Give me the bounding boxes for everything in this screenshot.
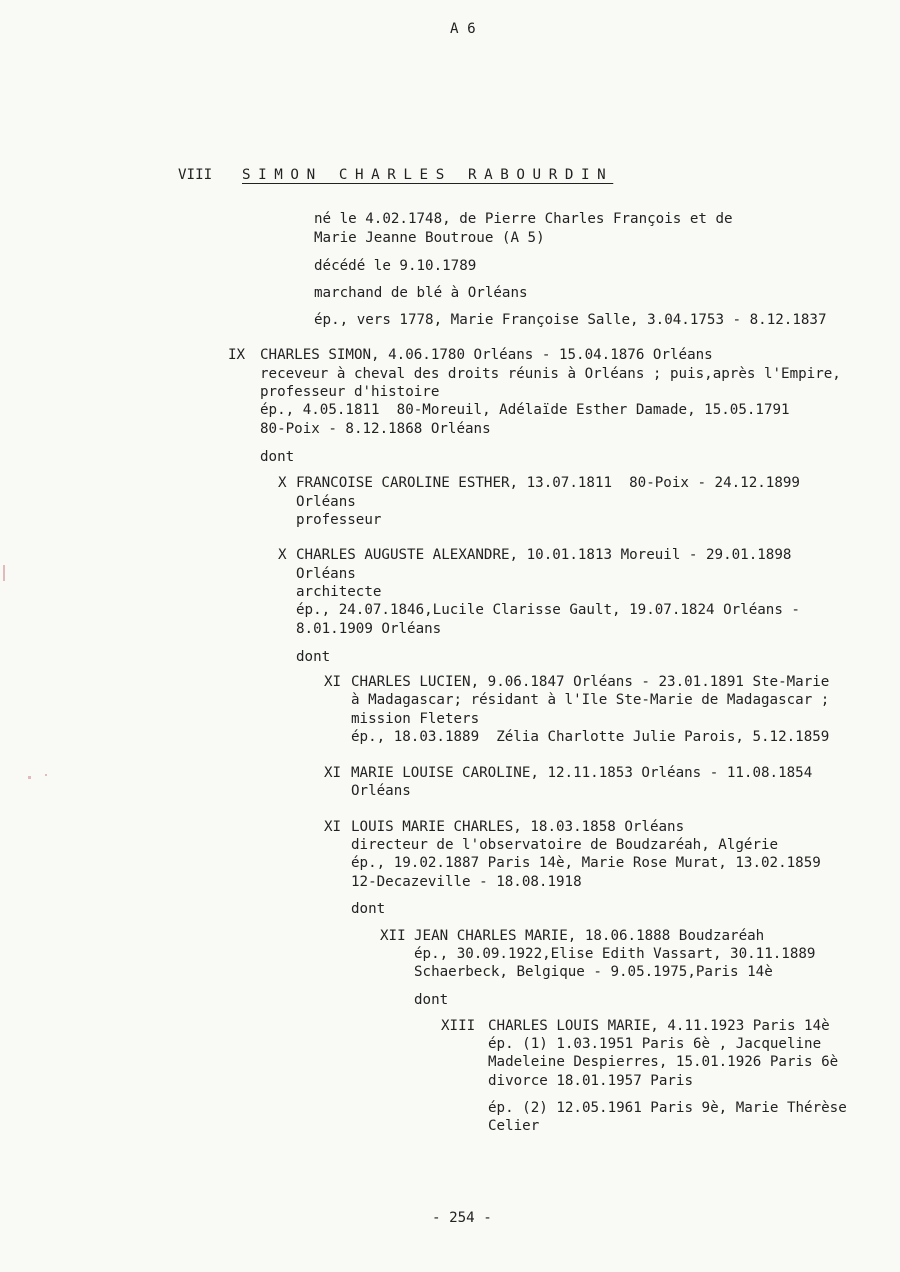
entry-line: CHARLES AUGUSTE ALEXANDRE, 10.01.1813 Moreuil - 29.01.1898 [296,547,792,563]
intro-line: Marie Jeanne Boutroue (A 5) [314,230,545,246]
entry-line: ép. (1) 1.03.1951 Paris 6è , Jacqueline [488,1036,822,1052]
entry-line: ép., 18.03.1889 Zélia Charlotte Julie Parois, 5.12.1859 [351,729,830,745]
dont-label: dont [260,449,295,465]
entry-line: 8.01.1909 Orléans [296,621,442,637]
dont-label: dont [351,901,386,917]
entry-line: Celier [488,1118,540,1134]
generation-xii: XII [380,928,406,944]
entry-line: ép., 30.09.1922,Elise Edith Vassart, 30.11.1889 [414,946,816,962]
entry-line: Orléans [351,783,411,799]
intro-line: né le 4.02.1748, de Pierre Charles François et de [314,211,733,227]
entry-line: architecte [296,584,382,600]
entry-line: Schaerbeck, Belgique - 9.05.1975,Paris 14è [414,964,773,980]
entry-line: directeur de l'observatoire de Boudzaréah, Algérie [351,837,779,853]
entry-line: divorce 18.01.1957 Paris [488,1073,693,1089]
generation-xi: XI [324,674,342,690]
person-name-heading: SIMON CHARLES RABOURDIN [242,167,614,183]
entry-line: professeur d'histoire [260,384,440,400]
intro-line: marchand de blé à Orléans [314,285,528,301]
entry-line: MARIE LOUISE CAROLINE, 12.11.1853 Orléans - 11.08.1854 [351,765,813,781]
entry-line: 80-Poix - 8.12.1868 Orléans [260,421,491,437]
entry-line: Orléans [296,566,356,582]
entry-line: JEAN CHARLES MARIE, 18.06.1888 Boudzaréah [414,928,765,944]
entry-line: LOUIS MARIE CHARLES, 18.03.1858 Orléans [351,819,685,835]
generation-x: X [278,547,287,563]
entry-line: ép. (2) 12.05.1961 Paris 9è, Marie Thérèse [488,1100,847,1116]
entry-line: CHARLES LOUIS MARIE, 4.11.1923 Paris 14è [488,1018,830,1034]
scan-mark [28,776,31,779]
entry-line: ép., 24.07.1846,Lucile Clarisse Gault, 19.07.1824 Orléans - [296,602,800,618]
generation-ix: IX [228,347,246,363]
generation-xiii: XIII [441,1018,476,1034]
dont-label: dont [414,992,449,1008]
entry-line: à Madagascar; résidant à l'Ile Ste-Marie de Madagascar ; [351,692,830,708]
intro-line: décédé le 9.10.1789 [314,258,477,274]
entry-line: ép., 4.05.1811 80-Moreuil, Adélaïde Esther Damade, 15.05.1791 [260,402,790,418]
entry-line: CHARLES LUCIEN, 9.06.1847 Orléans - 23.01.1891 Ste-Marie [351,674,830,690]
entry-line: professeur [296,512,382,528]
page-header: A 6 [450,21,476,37]
entry-line: mission Fleters [351,711,480,727]
generation-xi: XI [324,819,342,835]
dont-label: dont [296,649,331,665]
entry-line: Madeleine Despierres, 15.01.1926 Paris 6è [488,1054,839,1070]
generation-x: X [278,475,287,491]
entry-line: FRANCOISE CAROLINE ESTHER, 13.07.1811 80-Poix - 24.12.1899 [296,475,800,491]
entry-line: receveur à cheval des droits réunis à Orléans ; puis,après l'Empire, [260,366,841,382]
entry-line: 12-Decazeville - 18.08.1918 [351,874,582,890]
entry-line: Orléans [296,494,356,510]
scan-mark [3,565,5,581]
intro-line: ép., vers 1778, Marie Françoise Salle, 3.04.1753 - 8.12.1837 [314,312,827,328]
generation-viii: VIII [178,167,213,183]
page-footer: - 254 - [432,1210,492,1226]
scan-mark [45,774,47,776]
generation-xi: XI [324,765,342,781]
entry-line: ép., 19.02.1887 Paris 14è, Marie Rose Murat, 13.02.1859 [351,855,821,871]
entry-line: CHARLES SIMON, 4.06.1780 Orléans - 15.04.1876 Orléans [260,347,713,363]
